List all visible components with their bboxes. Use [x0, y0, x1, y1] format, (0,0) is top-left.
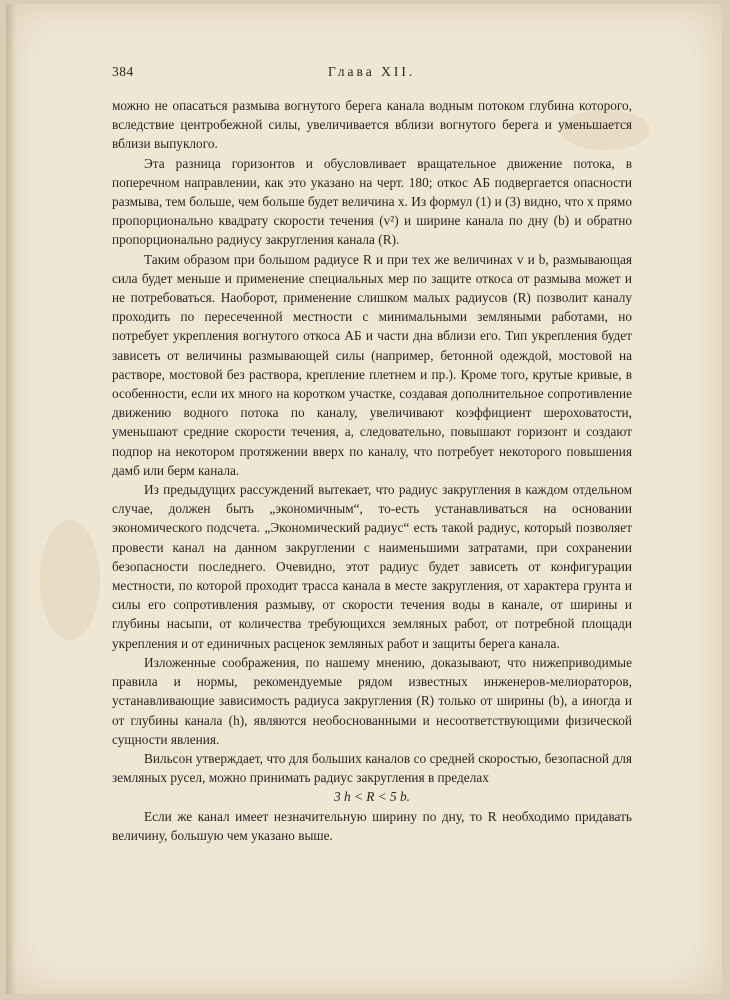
paragraph: Вильсон утверждает, что для больших каналов со средней скоростью, безопасной для земляных русел, можно принимать радиус закругления в пределах [112, 750, 632, 786]
body-text [112, 96, 632, 845]
page-header [112, 64, 632, 84]
paper-stain [40, 520, 100, 640]
page-edge-shadow [6, 4, 16, 994]
paragraph: Таким образом при большом радиусе R и при тех же величинах v и b, размывающая сила будет меньше и применение специальных мер по защите откоса от размыва может и не потребоваться. Наоборот, применение слишком малых радиусов (R) позволит каналу проходить по пересеченной местности с минимальными земляными работами, но потребует укрепления вогнутого откоса АБ и части дна вблизи его. Тип укрепления будет зависеть от величины размывающей силы (например, бетонной одеждой, мостовой на растворе, мостовой без раствора, крепление плетнем и пр.). Кроме того, крутые кривые, в особенности, если их много на коротком участке, создавая дополнительное сопротивление движению водного потока по каналу, увеличивают коэффициент шероховатости, уменьшают средние скорости течения, а, следовательно, повышают горизонт и создают подпор на некотором протяжении вверх по каналу, что потребует некоторого повышения дамб или берм канала. [112, 251, 632, 478]
page-number: 384 [112, 64, 134, 79]
paragraph: Эта разница горизонтов и обусловливает вращательное движение потока, в поперечном направлении, как это указано на черт. 180; откос АБ подвергается опасности размыва, тем больше, чем больше будет величина x. Из формул (1) и (3) видно, что x прямо пропорционально квадрату скорости течения (v²) и ширине канала по дну (b) и обратно пропорционально радиусу закругления канала (R). [112, 155, 632, 248]
paragraph: Из предыдущих рассуждений вытекает, что радиус закругления в каждом отдельном случае, должен быть „экономичным“, то-есть устанавливаться на основании экономического подсчета. „Экономический радиус“ есть такой радиус, который позволяет провести канал на данном закруглении с наименьшими затратами, при сохранении безопасности последнего. Очевидно, этот радиус будет зависеть от конфигурации местности, по которой проходит трасса канала в месте закругления, от характера грунта и силы его сопротивления размыву, от скорости течения воды в канале, от ширины и глубины насыпи, от количества требующихся земляных работ, от потребной площади укрепления и от единичных расценок земляных работ и защиты берега канала. [112, 482, 632, 651]
chapter-title: Глава XII. [328, 64, 416, 79]
formula: 3 h < R < 5 b. [334, 789, 410, 805]
paragraph: Если же канал имеет незначительную ширину по дну, то R необходимо придавать величину, большую чем указано выше. [112, 808, 632, 843]
paragraph: Изложенные соображения, по нашему мнению, доказывают, что нижеприводимые правила и нормы, рекомендуемые рядом известных инженеров-мелиораторов, устанавливающие зависимость радиуса закругления (R) только от ширины (b), а иногда и от глубины канала (h), являются необоснованными и несоответствующими физической сущности явления. [112, 654, 632, 747]
paragraph: можно не опасаться размыва вогнутого берега канала водным потоком глубина которого, вследствие центробежной силы, увеличивается вблизи вогнутого берега и уменьшается вблизи выпуклого. [112, 98, 632, 152]
